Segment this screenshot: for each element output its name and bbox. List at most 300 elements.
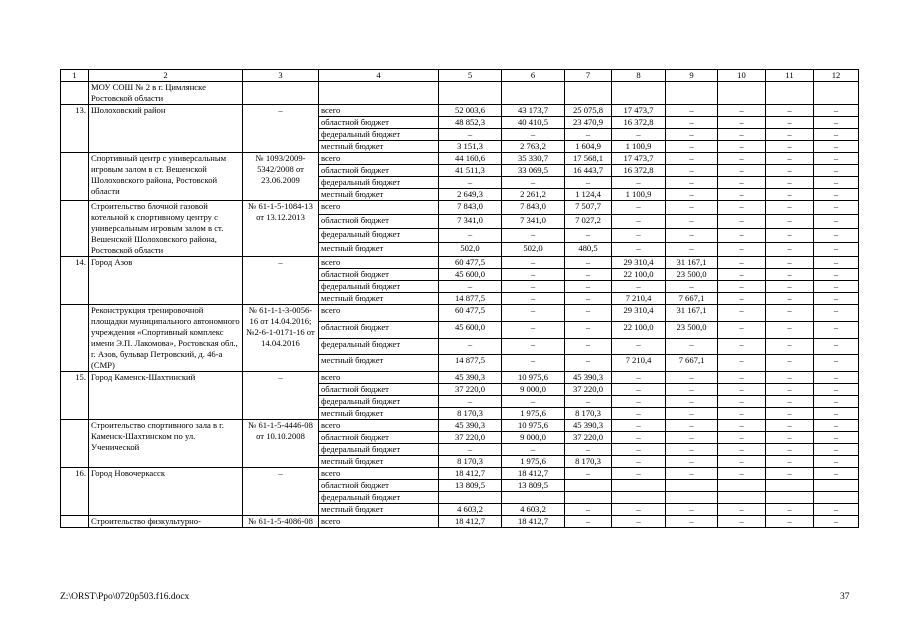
value-cell: – (612, 444, 666, 456)
value-cell: – (565, 129, 612, 141)
object-name: Город Каменск-Шахтинский (89, 372, 243, 420)
row-number: 13. (61, 105, 89, 153)
table-row (61, 201, 859, 215)
budget-type: федеральный бюджет (319, 229, 439, 243)
value-cell: 7 027,2 (565, 215, 612, 229)
value-cell: 22 100,0 (612, 321, 666, 338)
value-cell: 502,0 (502, 243, 565, 257)
value-cell: – (666, 165, 718, 177)
value-cell: 37 220,0 (565, 384, 612, 396)
value-cell: – (718, 189, 766, 201)
value-cell: – (502, 177, 565, 189)
budget-type: местный бюджет (319, 189, 439, 201)
empty-cell (612, 82, 666, 105)
col-header: 9 (666, 70, 718, 82)
value-cell: – (766, 396, 814, 408)
value-cell: 41 511,3 (439, 165, 502, 177)
value-cell: – (766, 420, 814, 432)
value-cell: 31 167,1 (666, 257, 718, 269)
value-cell: – (612, 129, 666, 141)
value-cell: 35 330,7 (502, 153, 565, 165)
value-cell: – (666, 117, 718, 129)
value-cell: 9 000,0 (502, 384, 565, 396)
empty-cell (502, 82, 565, 105)
value-cell: 9 000,0 (502, 432, 565, 444)
table-row (61, 82, 859, 105)
value-cell: – (439, 177, 502, 189)
value-cell (439, 492, 502, 504)
value-cell (814, 492, 859, 504)
empty-cell (439, 82, 502, 105)
value-cell: – (718, 321, 766, 338)
value-cell: – (766, 215, 814, 229)
value-cell: – (565, 177, 612, 189)
value-cell: – (612, 504, 666, 516)
object-name: Шолоховский район (89, 105, 243, 153)
value-cell: – (814, 305, 859, 322)
budget-type: областной бюджет (319, 384, 439, 396)
col-header: 4 (319, 70, 439, 82)
value-cell: 17 473,7 (612, 105, 666, 117)
value-cell: – (766, 432, 814, 444)
value-cell: 2 261,2 (502, 189, 565, 201)
value-cell: 23 470,9 (565, 117, 612, 129)
value-cell: – (565, 338, 612, 355)
value-cell: – (766, 468, 814, 480)
value-cell: – (814, 432, 859, 444)
value-cell: – (814, 153, 859, 165)
value-cell: 502,0 (439, 243, 502, 257)
value-cell: – (718, 305, 766, 322)
value-cell: – (666, 105, 718, 117)
value-cell: – (766, 456, 814, 468)
value-cell: – (718, 105, 766, 117)
value-cell (766, 492, 814, 504)
value-cell: – (666, 372, 718, 384)
value-cell: – (814, 444, 859, 456)
value-cell: – (502, 129, 565, 141)
value-cell: 480,5 (565, 243, 612, 257)
value-cell (565, 480, 612, 492)
row-number (61, 82, 89, 105)
empty-cell (766, 82, 814, 105)
value-cell: – (718, 372, 766, 384)
value-cell: – (718, 444, 766, 456)
value-cell: 44 160,6 (439, 153, 502, 165)
value-cell: – (612, 338, 666, 355)
value-cell: – (565, 229, 612, 243)
value-cell: – (718, 153, 766, 165)
value-cell: – (766, 338, 814, 355)
value-cell (502, 492, 565, 504)
object-name: Строительство физкультурно- (89, 516, 243, 528)
row-number: 16. (61, 468, 89, 516)
value-cell: – (502, 321, 565, 338)
value-cell: – (766, 504, 814, 516)
value-cell: – (666, 516, 718, 528)
value-cell: – (766, 516, 814, 528)
value-cell: – (666, 338, 718, 355)
budget-type: всего (319, 105, 439, 117)
document-ref (243, 82, 319, 105)
value-cell: – (814, 229, 859, 243)
value-cell: – (814, 257, 859, 269)
value-cell: 1 100,9 (612, 141, 666, 153)
value-cell: 17 568,1 (565, 153, 612, 165)
value-cell: 8 170,3 (565, 456, 612, 468)
value-cell: – (814, 516, 859, 528)
value-cell: – (718, 257, 766, 269)
value-cell: – (718, 117, 766, 129)
budget-type: местный бюджет (319, 243, 439, 257)
value-cell: 33 069,5 (502, 165, 565, 177)
value-cell (565, 492, 612, 504)
value-cell: – (718, 408, 766, 420)
row-number: 14. (61, 257, 89, 305)
value-cell: 1 975,6 (502, 456, 565, 468)
value-cell (718, 492, 766, 504)
document-ref: – (243, 257, 319, 305)
document-ref: № 61-1-5-4446-08 от 10.10.2008 (243, 420, 319, 468)
budget-type: областной бюджет (319, 269, 439, 281)
value-cell: – (612, 396, 666, 408)
value-cell: 3 151,3 (439, 141, 502, 153)
value-cell: – (612, 468, 666, 480)
value-cell: – (439, 229, 502, 243)
value-cell: – (612, 215, 666, 229)
budget-type: всего (319, 305, 439, 322)
value-cell: – (612, 201, 666, 215)
value-cell: – (814, 293, 859, 305)
value-cell: 7 667,1 (666, 293, 718, 305)
value-cell: 14 877,5 (439, 293, 502, 305)
value-cell: – (565, 516, 612, 528)
value-cell: – (766, 243, 814, 257)
value-cell: 18 412,7 (502, 468, 565, 480)
value-cell: – (666, 141, 718, 153)
value-cell: – (502, 281, 565, 293)
value-cell: – (612, 177, 666, 189)
value-cell: – (814, 408, 859, 420)
table-row (61, 516, 859, 528)
value-cell: 7 341,0 (439, 215, 502, 229)
document-ref: – (243, 105, 319, 153)
budget-table (60, 69, 859, 528)
value-cell: – (814, 384, 859, 396)
budget-type: всего (319, 468, 439, 480)
value-cell: – (718, 281, 766, 293)
value-cell: – (565, 293, 612, 305)
table-row (61, 420, 859, 432)
value-cell: – (502, 257, 565, 269)
value-cell: – (766, 189, 814, 201)
value-cell: – (612, 432, 666, 444)
document-ref: № 61-1-5-1084-13 от 13.12.2013 (243, 201, 319, 257)
value-cell: – (814, 269, 859, 281)
value-cell: – (766, 281, 814, 293)
value-cell: 2 649,3 (439, 189, 502, 201)
document-ref: № 61-1-5-4086-08 (243, 516, 319, 528)
budget-type: федеральный бюджет (319, 396, 439, 408)
value-cell: – (666, 229, 718, 243)
table-row (61, 372, 859, 384)
empty-cell (666, 82, 718, 105)
col-header: 1 (61, 70, 89, 82)
value-cell: 18 412,7 (439, 468, 502, 480)
value-cell: – (766, 177, 814, 189)
empty-cell (565, 82, 612, 105)
table-row (61, 153, 859, 165)
value-cell: 2 763,2 (502, 141, 565, 153)
value-cell: 13 809,5 (502, 480, 565, 492)
value-cell: 16 372,8 (612, 117, 666, 129)
footer-file-path: Z:\ORST\Ppo\0720p503.f16.docx (60, 592, 190, 602)
value-cell: 18 412,7 (502, 516, 565, 528)
value-cell: – (766, 321, 814, 338)
budget-type: федеральный бюджет (319, 281, 439, 293)
empty-cell (718, 82, 766, 105)
value-cell: – (766, 117, 814, 129)
value-cell: – (666, 201, 718, 215)
budget-type: всего (319, 372, 439, 384)
value-cell: 45 390,3 (565, 420, 612, 432)
value-cell: 17 473,7 (612, 153, 666, 165)
value-cell: – (565, 504, 612, 516)
value-cell: 7 341,0 (502, 215, 565, 229)
value-cell: – (666, 408, 718, 420)
value-cell: – (766, 269, 814, 281)
value-cell: 60 477,5 (439, 257, 502, 269)
value-cell: – (814, 189, 859, 201)
value-cell: – (718, 293, 766, 305)
value-cell: – (565, 444, 612, 456)
value-cell: 37 220,0 (439, 432, 502, 444)
value-cell: – (718, 269, 766, 281)
value-cell: – (666, 189, 718, 201)
object-name: Город Новочеркасск (89, 468, 243, 516)
value-cell: – (565, 305, 612, 322)
budget-type: областной бюджет (319, 432, 439, 444)
value-cell: – (814, 165, 859, 177)
value-cell: – (666, 384, 718, 396)
budget-type: областной бюджет (319, 117, 439, 129)
row-number (61, 201, 89, 257)
empty-cell (814, 82, 859, 105)
value-cell: – (718, 396, 766, 408)
value-cell: – (814, 504, 859, 516)
object-name: МОУ СОШ № 2 в г. Цимлянске Ростовской области (89, 82, 243, 105)
value-cell: – (565, 468, 612, 480)
value-cell: – (766, 229, 814, 243)
value-cell: – (814, 243, 859, 257)
value-cell: – (814, 177, 859, 189)
value-cell: – (766, 201, 814, 215)
value-cell: – (612, 372, 666, 384)
value-cell: – (565, 281, 612, 293)
value-cell: – (718, 215, 766, 229)
value-cell: – (666, 129, 718, 141)
value-cell (666, 480, 718, 492)
value-cell: – (718, 468, 766, 480)
budget-type: местный бюджет (319, 504, 439, 516)
col-header: 11 (766, 70, 814, 82)
object-name: Город Азов (89, 257, 243, 305)
row-number (61, 305, 89, 372)
value-cell: – (718, 504, 766, 516)
value-cell: 45 600,0 (439, 321, 502, 338)
budget-type: областной бюджет (319, 480, 439, 492)
value-cell: – (439, 281, 502, 293)
budget-type: всего (319, 420, 439, 432)
value-cell: 16 372,8 (612, 165, 666, 177)
value-cell: – (814, 117, 859, 129)
value-cell: 7 210,4 (612, 355, 666, 372)
value-cell: – (666, 153, 718, 165)
value-cell: – (814, 321, 859, 338)
value-cell: – (666, 456, 718, 468)
value-cell: – (814, 338, 859, 355)
value-cell: – (718, 355, 766, 372)
value-cell: 1 100,9 (612, 189, 666, 201)
value-cell: – (814, 141, 859, 153)
value-cell: – (502, 269, 565, 281)
col-header: 8 (612, 70, 666, 82)
value-cell: – (814, 105, 859, 117)
budget-type: федеральный бюджет (319, 444, 439, 456)
empty-cell (319, 82, 439, 105)
value-cell: 1 604,9 (565, 141, 612, 153)
value-cell: – (666, 420, 718, 432)
value-cell: 8 170,3 (565, 408, 612, 420)
value-cell (766, 480, 814, 492)
budget-type: местный бюджет (319, 456, 439, 468)
value-cell: – (612, 456, 666, 468)
value-cell: – (814, 456, 859, 468)
value-cell: 10 975,6 (502, 420, 565, 432)
value-cell: – (718, 177, 766, 189)
value-cell: 7 210,4 (612, 293, 666, 305)
value-cell: – (766, 372, 814, 384)
value-cell: – (718, 420, 766, 432)
table-body (61, 70, 859, 528)
budget-type: федеральный бюджет (319, 129, 439, 141)
value-cell: 29 310,4 (612, 257, 666, 269)
budget-type: всего (319, 201, 439, 215)
value-cell: – (612, 243, 666, 257)
value-cell: 52 003,6 (439, 105, 502, 117)
value-cell (612, 492, 666, 504)
value-cell: – (814, 281, 859, 293)
value-cell: 10 975,6 (502, 372, 565, 384)
value-cell: 13 809,5 (439, 480, 502, 492)
value-cell: – (666, 177, 718, 189)
value-cell: – (565, 321, 612, 338)
budget-type: местный бюджет (319, 355, 439, 372)
document-ref: № 61-1-1-3-0056-16 от 14.04.2016; №2-6-1-0171-16 от 14.04.2016 (243, 305, 319, 372)
value-cell: – (439, 396, 502, 408)
value-cell: – (565, 269, 612, 281)
value-cell: – (718, 456, 766, 468)
value-cell: – (439, 338, 502, 355)
value-cell: – (502, 355, 565, 372)
value-cell: 31 167,1 (666, 305, 718, 322)
value-cell: 4 603,2 (439, 504, 502, 516)
value-cell: 25 075,8 (565, 105, 612, 117)
value-cell: – (439, 129, 502, 141)
object-name: Строительство спортивного зала в г. Каменск-Шахтинском по ул. Ученической (89, 420, 243, 468)
value-cell: 8 170,3 (439, 408, 502, 420)
value-cell: 7 843,0 (439, 201, 502, 215)
value-cell: 7 843,0 (502, 201, 565, 215)
document-ref: № 1093/2009-5342/2008 от 23.06.2009 (243, 153, 319, 201)
value-cell: – (766, 408, 814, 420)
value-cell: – (502, 338, 565, 355)
value-cell: – (718, 243, 766, 257)
value-cell: – (502, 396, 565, 408)
footer-page-number: 37 (840, 592, 850, 602)
value-cell: 16 443,7 (565, 165, 612, 177)
value-cell: 23 500,0 (666, 321, 718, 338)
table-row (61, 468, 859, 480)
budget-type: всего (319, 516, 439, 528)
value-cell: – (766, 257, 814, 269)
row-number (61, 516, 89, 528)
value-cell: – (766, 105, 814, 117)
document-ref: – (243, 468, 319, 516)
value-cell: – (718, 384, 766, 396)
value-cell: – (612, 408, 666, 420)
value-cell: – (439, 444, 502, 456)
value-cell: – (766, 444, 814, 456)
value-cell: – (718, 229, 766, 243)
document-ref: – (243, 372, 319, 420)
value-cell: 14 877,5 (439, 355, 502, 372)
col-header: 6 (502, 70, 565, 82)
value-cell: – (666, 281, 718, 293)
value-cell: 37 220,0 (439, 384, 502, 396)
value-cell: – (766, 293, 814, 305)
budget-type: всего (319, 257, 439, 269)
value-cell (718, 480, 766, 492)
value-cell: – (666, 432, 718, 444)
budget-type: областной бюджет (319, 321, 439, 338)
col-header: 5 (439, 70, 502, 82)
value-cell: – (814, 215, 859, 229)
value-cell: – (612, 420, 666, 432)
budget-type: местный бюджет (319, 293, 439, 305)
budget-type: федеральный бюджет (319, 492, 439, 504)
value-cell: 1 975,6 (502, 408, 565, 420)
value-cell: – (612, 516, 666, 528)
value-cell: 7 667,1 (666, 355, 718, 372)
value-cell: – (766, 355, 814, 372)
row-number (61, 153, 89, 201)
value-cell: – (718, 129, 766, 141)
value-cell: 8 170,3 (439, 456, 502, 468)
value-cell: – (502, 305, 565, 322)
value-cell: 22 100,0 (612, 269, 666, 281)
value-cell: – (766, 153, 814, 165)
value-cell: – (666, 444, 718, 456)
value-cell: – (814, 355, 859, 372)
value-cell: – (766, 129, 814, 141)
value-cell: – (502, 293, 565, 305)
value-cell: – (718, 338, 766, 355)
value-cell: – (502, 229, 565, 243)
value-cell: – (666, 504, 718, 516)
value-cell: – (666, 468, 718, 480)
value-cell: 60 477,5 (439, 305, 502, 322)
